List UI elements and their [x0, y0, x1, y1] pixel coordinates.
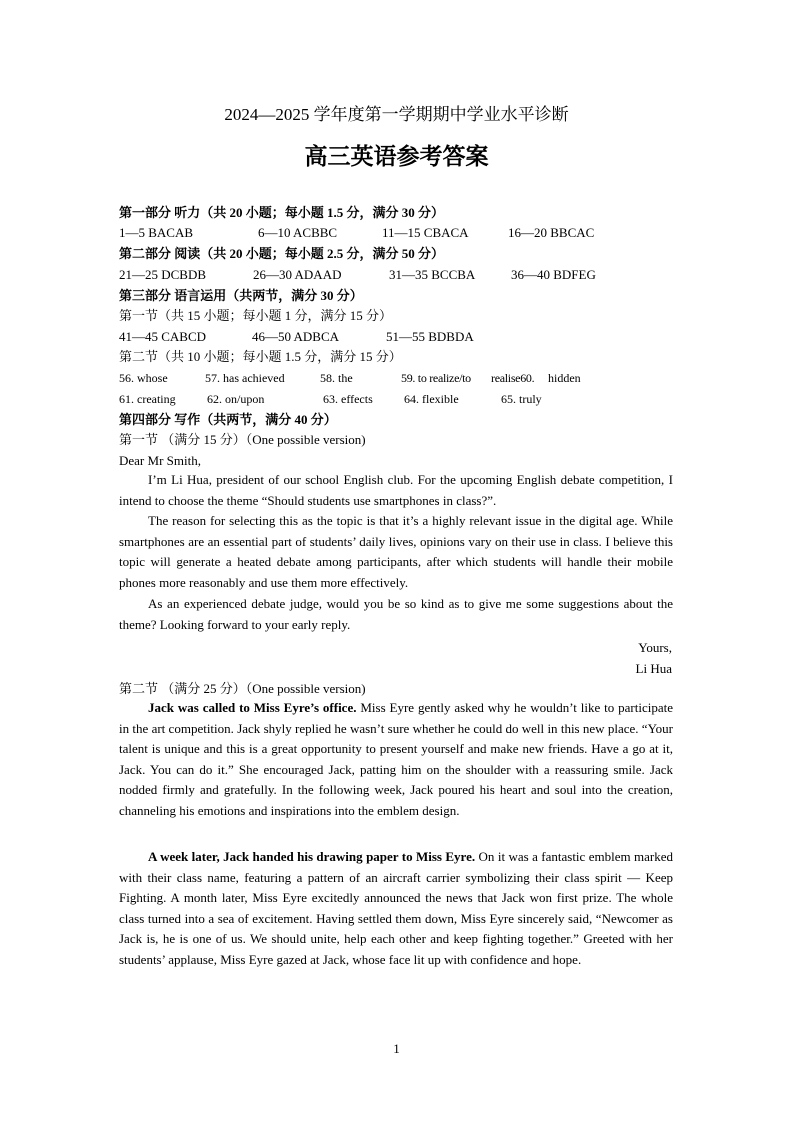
exam-title: 2024—2025 学年度第一学期期中学业水平诊断	[224, 105, 569, 124]
part2-answer-4: 36—40 BDFEG	[511, 267, 596, 282]
part3-section1-answer-2: 46—50 ADBCA	[252, 329, 340, 344]
fill-answer-57: 57. has achieved	[205, 371, 285, 385]
fill-answer-59-cont: realise60.	[491, 371, 535, 385]
part3-section1-answer-1: 41—45 CABCD	[119, 329, 207, 344]
part1-answer-1: 1—5 BACAB	[119, 225, 194, 240]
fill-answer-64: 64. flexible	[404, 392, 459, 406]
part2-heading: 第二部分 阅读（共 20 小题；每小题 2.5 分，满分 50 分）	[119, 246, 445, 261]
part3-section2-heading: 第二节（共 10 小题；每小题 1.5 分，满分 15 分）	[119, 349, 402, 364]
letter-paragraph-3: As an experienced debate judge, would you be so kind as to give me some suggestions about the theme? Looking forward to your early reply.	[119, 596, 673, 632]
fill-answer-62: 62. on/upon	[207, 392, 265, 406]
part3-heading: 第三部分 语言运用（共两节，满分 30 分）	[119, 288, 363, 303]
fill-answer-56: 56. whose	[119, 371, 168, 385]
letter-salutation: Dear Mr Smith,	[119, 453, 201, 468]
story-paragraph-1-lead: Jack was called to Miss Eyre’s office.	[148, 700, 357, 715]
fill-answer-61: 61. creating	[119, 392, 176, 406]
letter-signature: Li Hua	[635, 661, 672, 676]
part4-section2-heading: 第二节 （满分 25 分）（One possible version)	[119, 681, 366, 696]
letter-paragraph-2: The reason for selecting this as the topic is that it’s a highly relevant issue in the digital age. While smartphones are an essential part of students’ daily lives, opinions vary on their use in class. I believe this topic will generate a heated debate among participants, after which students will handle their mobile phones more reasonably and use them more effectively.	[119, 513, 673, 590]
letter-paragraph-1: I’m Li Hua, president of our school English club. For the upcoming English debate competition, I intend to choose the theme “Should students use smartphones in class?”.	[119, 472, 673, 508]
part3-section1-heading: 第一节（共 15 小题；每小题 1 分，满分 15 分）	[119, 308, 393, 323]
document-title: 高三英语参考答案	[304, 144, 489, 169]
story-paragraph-2	[119, 847, 673, 971]
part2-answer-2: 26—30 ADAAD	[253, 267, 342, 282]
letter-closing: Yours,	[638, 640, 672, 655]
part1-answer-3: 11—15 CBACA	[382, 225, 469, 240]
part1-answer-2: 6—10 ACBBC	[258, 225, 338, 240]
story-paragraph-1	[119, 698, 673, 822]
story-paragraph-2-lead: A week later, Jack handed his drawing paper to Miss Eyre.	[148, 849, 476, 864]
fill-answer-58: 58. the	[320, 371, 353, 385]
part1-heading: 第一部分 听力（共 20 小题；每小题 1.5 分，满分 30 分）	[119, 205, 445, 220]
fill-answer-59: 59. to realize/to	[401, 371, 471, 385]
fill-answer-65: 65. truly	[501, 392, 542, 406]
part2-answer-1: 21—25 DCBDB	[119, 267, 207, 282]
fill-answer-63: 63. effects	[323, 392, 373, 406]
story-paragraph-2-body: On it was a fantastic emblem marked with their class name, featuring a pattern of an aircraft carrier symbolizing their class spirit — Keep Fighting. A month later, Miss Eyre excitedly announced the news that Jack won first prize. The whole class turned into a sea of excitement. Having settled them down, Miss Eyre sincerely said, “Newcomer as Jack is, he is one of us. We should unite, help each other and keep fighting together.” Greeted with her students’ applause, Miss Eyre gazed at Jack, whose face lit up with confidence and hope.	[119, 849, 673, 967]
part3-section1-answer-3: 51—55 BDBDA	[386, 329, 474, 344]
part4-heading: 第四部分 写作（共两节，满分 40 分）	[119, 412, 337, 427]
page-number: 1	[393, 1041, 400, 1056]
story-paragraph-1-body: Miss Eyre gently asked why he wouldn’t like to participate in the art competition. Jack shyly replied he wasn’t sure whether he could do well in this new place. “Your talent is unique and this is a great opportunity to present yourself and make new friends. Have a go at it, Jack. You can do it.” She encouraged Jack, patting him on the shoulder with a reassuring smile. Jack nodded firmly and gratefully. In the following week, Jack poured his heart and soul into the creation, channeling his emotions and inspirations into the emblem design.	[119, 700, 674, 818]
fill-answer-60: hidden	[548, 371, 581, 385]
part2-answer-3: 31—35 BCCBA	[389, 267, 476, 282]
part4-section1-heading: 第一节 （满分 15 分）（One possible version)	[119, 432, 366, 447]
part1-answer-4: 16—20 BBCAC	[508, 225, 595, 240]
